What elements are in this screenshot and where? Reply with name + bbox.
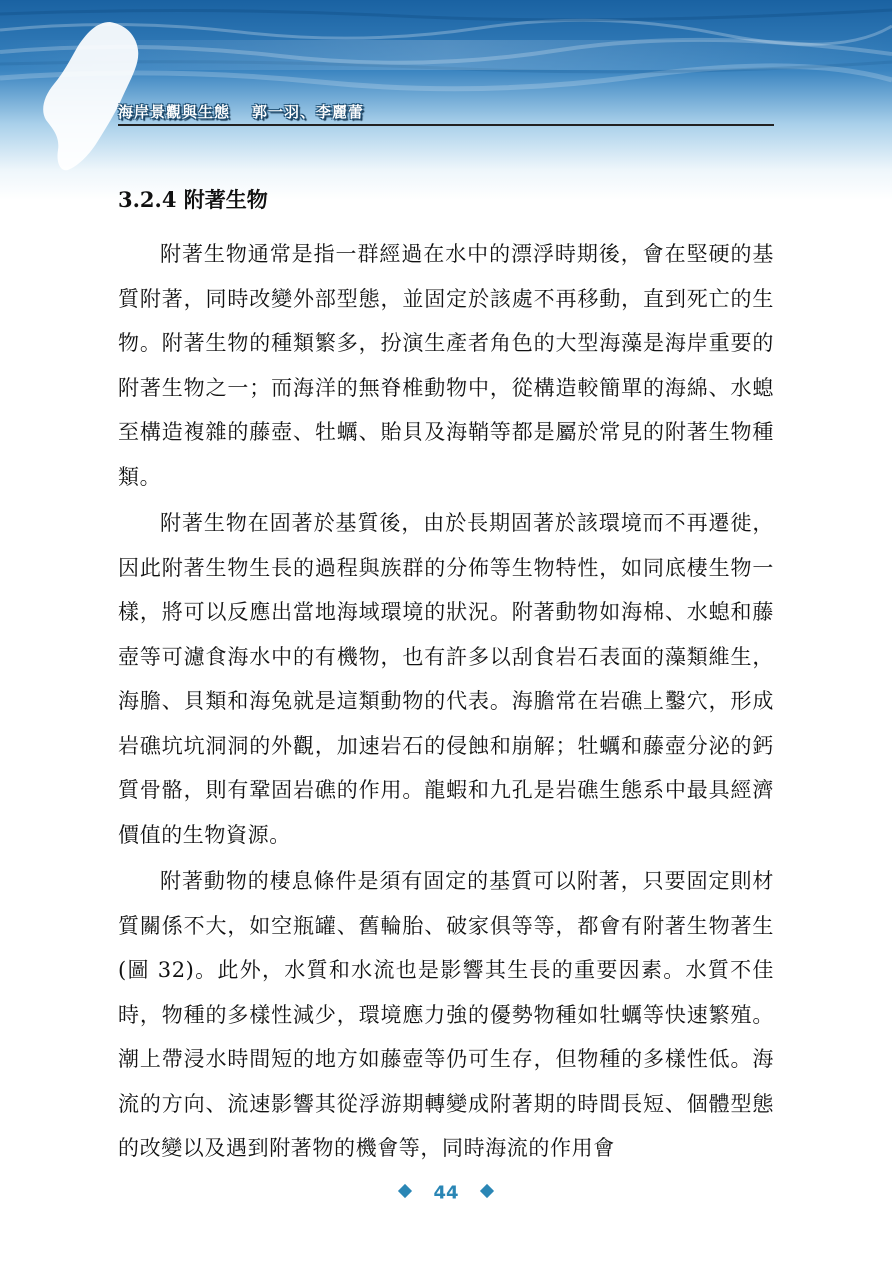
sea-background [0,0,892,200]
book-title: 海岸景觀與生態 [118,103,231,121]
body-paragraph: 附著動物的棲息條件是須有固定的基質可以附著，只要固定則材質關係不大，如空瓶罐、舊輪胎、破家俱等等，都會有附著生物著生 (圖 32)。此外，水質和水流也是影響其生長的重要因素。水質不佳時，物種的多樣性減少，環境應力強的優勢物種如牡蠣等快速繁殖。潮上帶浸水時間短的地方如藤壺等仍可生存，但物種的多樣性低。海流的方向、流速影響其從浮游期轉變成附著期的時間長短、個體型態的改變以及遇到附著物的機會等，同時海流的作用會 [118,869,774,1160]
header-divider [118,124,774,126]
diamond-icon [398,1184,412,1198]
page-content [118,180,774,1173]
book-authors: 郭一羽、李麗蕾 [252,103,365,121]
page-footer [0,1182,892,1204]
header-banner [0,0,892,200]
body-paragraph: 附著生物通常是指一群經過在水中的漂浮時期後，會在堅硬的基質附著，同時改變外部型態，並固定於該處不再移動，直到死亡的生物。附著生物的種類繁多，扮演生產者角色的大型海藻是海岸重要的附著生物之一；而海洋的無脊椎動物中，從構造較簡單的海綿、水螅至構造複雜的藤壺、牡蠣、貽貝及海鞘等都是屬於常見的附著生物種類。 [118,242,774,489]
diamond-icon [480,1184,494,1198]
body-paragraph: 附著生物在固著於基質後，由於長期固著於該環境而不再遷徙，因此附著生物生長的過程與族群的分佈等生物特性，如同底棲生物一樣，將可以反應出當地海域環境的狀況。附著動物如海棉、水螅和藤壺等可濾食海水中的有機物，也有許多以刮食岩石表面的藻類維生，海膽、貝類和海兔就是這類動物的代表。海膽常在岩礁上鑿穴，形成岩礁坑坑洞洞的外觀，加速岩石的侵蝕和崩解；牡蠣和藤壺分泌的鈣質骨骼，則有鞏固岩礁的作用。龍蝦和九孔是岩礁生態系中最具經濟價值的生物資源。 [118,511,774,847]
section-heading: 3.2.4 附著生物 [118,187,268,212]
running-header [118,101,364,122]
page-number: 44 [433,1182,459,1204]
